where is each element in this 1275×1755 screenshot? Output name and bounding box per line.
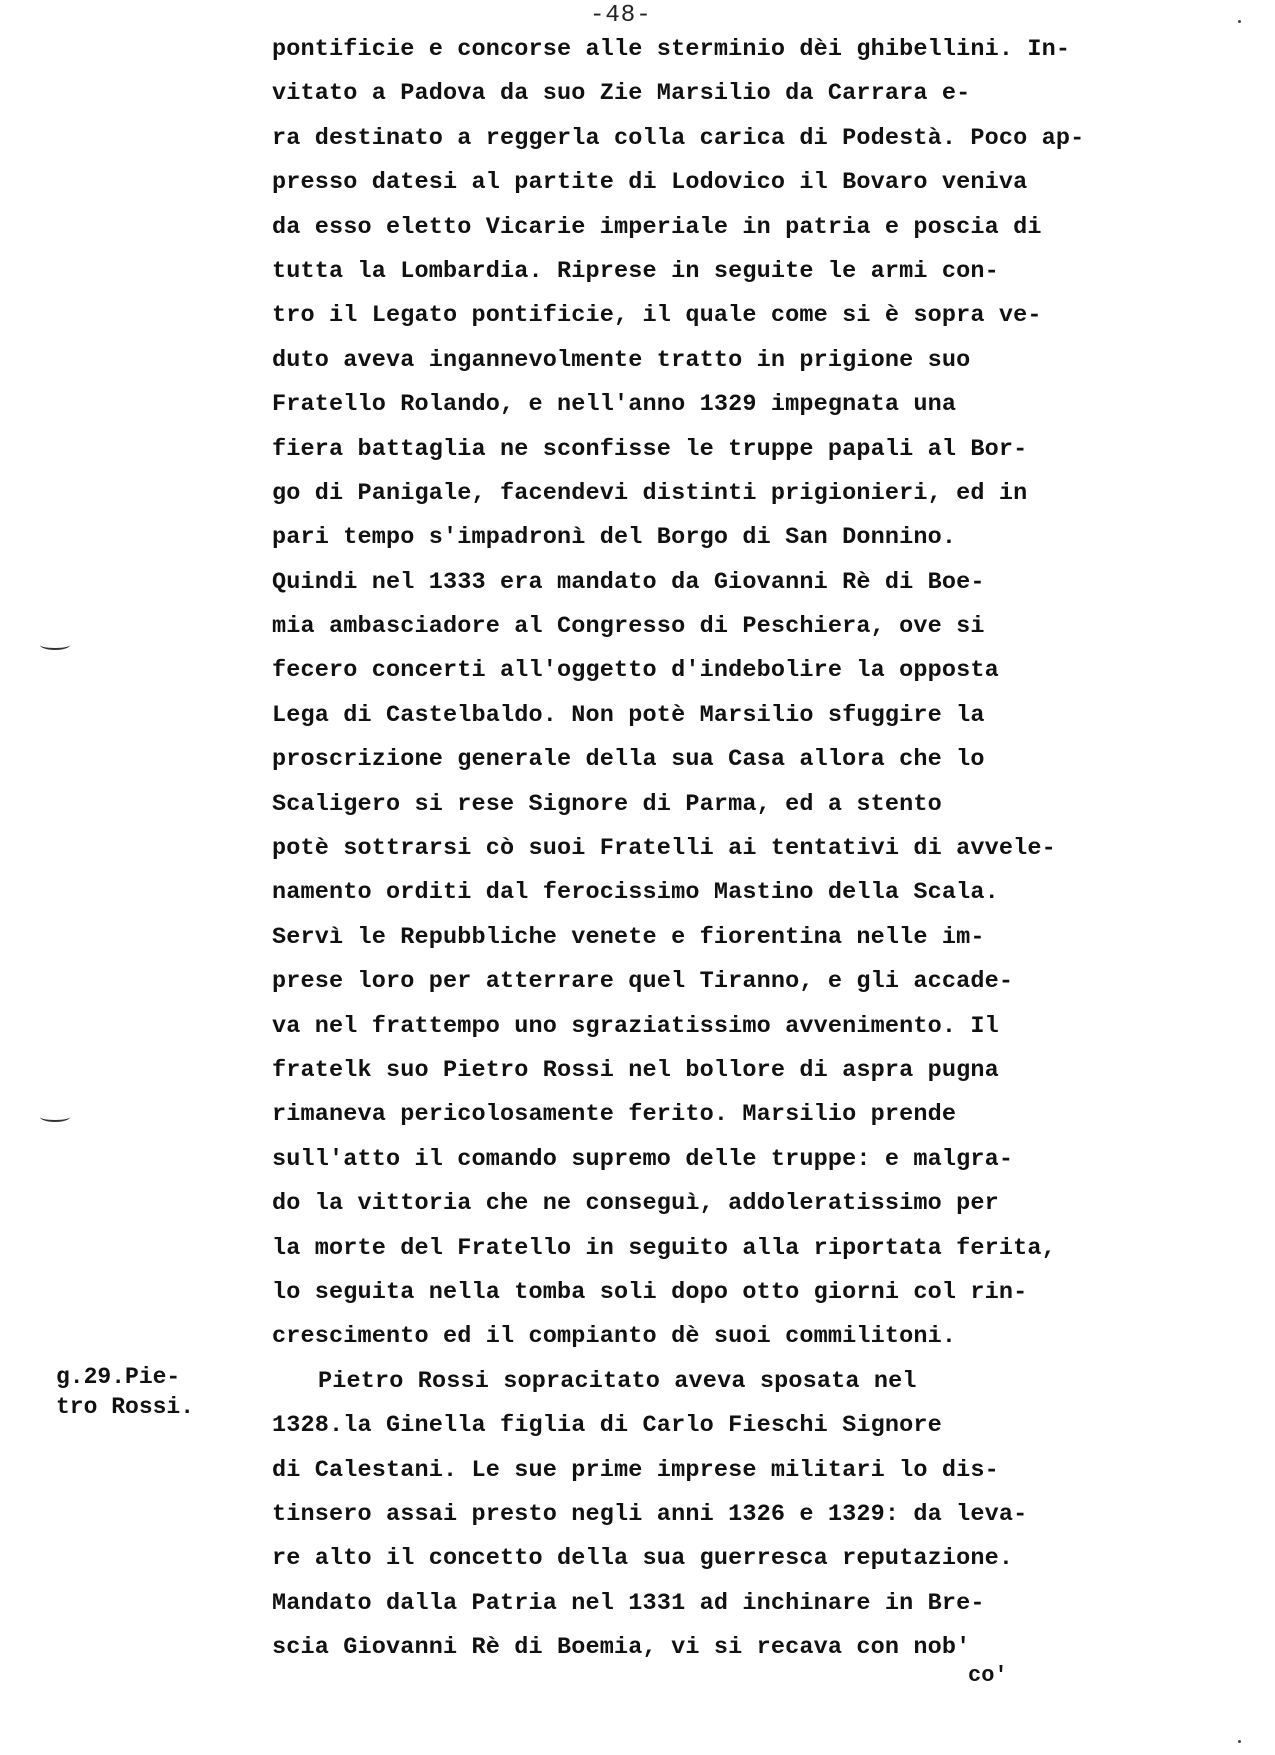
margin-hole-mark bbox=[40, 1112, 70, 1122]
page-number: -48- bbox=[590, 2, 652, 29]
text-line: va nel frattempo uno sgraziatissimo avvenimento. Il bbox=[272, 1012, 999, 1040]
text-line: proscrizione generale della sua Casa allora che lo bbox=[272, 746, 985, 774]
paragraph-start-line: Pietro Rossi sopracitato aveva sposata nel bbox=[318, 1367, 917, 1395]
typed-text-body bbox=[272, 28, 1152, 1670]
text-line: Servì le Repubbliche venete e fiorentina nelle im- bbox=[272, 923, 985, 951]
text-line: pari tempo s'impadronì del Borgo di San Donnino. bbox=[272, 524, 957, 552]
text-line: tro il Legato pontificie, il quale come si è sopra ve- bbox=[272, 302, 1042, 330]
text-line: tutta la Lombardia. Riprese in seguite le armi con- bbox=[272, 257, 999, 285]
text-line: fecero concerti all'oggetto d'indebolire la opposta bbox=[272, 657, 999, 685]
text-line: Lega di Castelbaldo. Non potè Marsilio sfuggire la bbox=[272, 701, 985, 729]
margin-hole-mark bbox=[40, 640, 70, 650]
text-line: lo seguita nella tomba soli dopo otto giorni col rin- bbox=[272, 1278, 1028, 1306]
text-line: namento orditi dal ferocissimo Mastino della Scala. bbox=[272, 879, 999, 907]
text-line: scia Giovanni Rè di Boemia, vi si recava con nob' bbox=[272, 1634, 971, 1662]
text-line: presso datesi al partite di Lodovico il Bovaro veniva bbox=[272, 169, 1028, 197]
catchword: co' bbox=[968, 1663, 1008, 1688]
scan-speck bbox=[1238, 1740, 1241, 1743]
text-line: duto aveva ingannevolmente tratto in prigione suo bbox=[272, 346, 971, 374]
text-line: da esso eletto Vicarie imperiale in patria e poscia di bbox=[272, 213, 1042, 241]
text-line: potè sottrarsi cò suoi Fratelli ai tentativi di avvele- bbox=[272, 835, 1056, 863]
scan-speck bbox=[1238, 20, 1241, 23]
margin-note bbox=[56, 1362, 194, 1422]
margin-note-line: g.29.Pie- bbox=[56, 1364, 181, 1390]
text-line: crescimento ed il compianto dè suoi commilitoni. bbox=[272, 1323, 957, 1351]
text-line: vitato a Padova da suo Zie Marsilio da Carrara e- bbox=[272, 80, 971, 108]
text-line: fratelk suo Pietro Rossi nel bollore di aspra pugna bbox=[272, 1056, 999, 1084]
text-line: rimaneva pericolosamente ferito. Marsilio prende bbox=[272, 1101, 957, 1129]
text-line: tinsero assai presto negli anni 1326 e 1329: da leva- bbox=[272, 1500, 1028, 1528]
text-line: Mandato dalla Patria nel 1331 ad inchinare in Bre- bbox=[272, 1589, 985, 1617]
text-line: pontificie e concorse alle sterminio dèi ghibellini. In- bbox=[272, 36, 1071, 63]
text-line: re alto il concetto della sua guerresca reputazione. bbox=[272, 1545, 1014, 1573]
text-line: Fratello Rolando, e nell'anno 1329 impegnata una bbox=[272, 391, 957, 419]
text-line: prese loro per atterrare quel Tiranno, e gli accade- bbox=[272, 968, 1014, 996]
text-line: la morte del Fratello in seguito alla riportata ferita, bbox=[272, 1234, 1056, 1262]
text-line: fiera battaglia ne sconfisse le truppe papali al Bor- bbox=[272, 435, 1028, 463]
text-line: do la vittoria che ne conseguì, addoleratissimo per bbox=[272, 1190, 999, 1218]
text-line: ra destinato a reggerla colla carica di Podestà. Poco ap- bbox=[272, 124, 1085, 152]
margin-note-line: tro Rossi. bbox=[56, 1394, 195, 1420]
text-line: sull'atto il comando supremo delle truppe: e malgra- bbox=[272, 1145, 1014, 1173]
text-line: di Calestani. Le sue prime imprese militari lo dis- bbox=[272, 1456, 999, 1484]
text-line: Scaligero si rese Signore di Parma, ed a stento bbox=[272, 790, 942, 818]
text-line: 1328.la Ginella figlia di Carlo Fieschi Signore bbox=[272, 1412, 942, 1440]
text-line: Quindi nel 1333 era mandato da Giovanni Rè di Boe- bbox=[272, 568, 985, 596]
text-line: go di Panigale, facendevi distinti prigionieri, ed in bbox=[272, 479, 1028, 507]
text-line: mia ambasciadore al Congresso di Peschiera, ove si bbox=[272, 613, 985, 641]
